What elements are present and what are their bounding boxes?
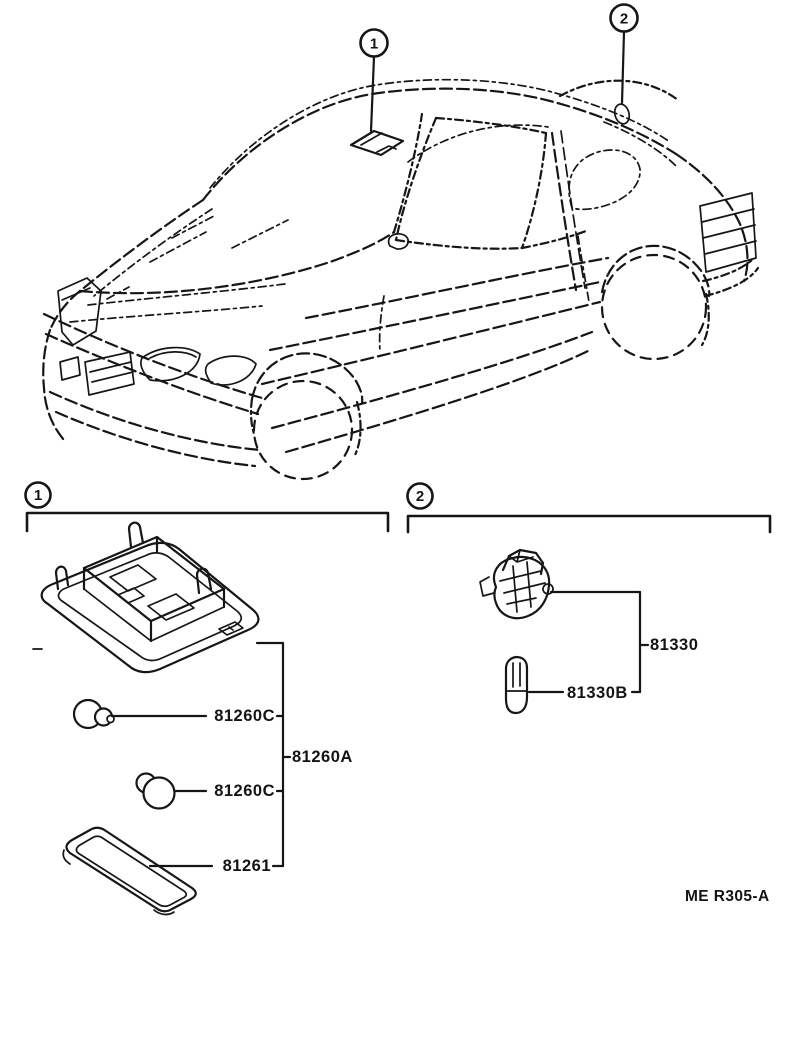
rear-wheel — [602, 246, 709, 359]
lens-drawing — [63, 828, 196, 915]
quarter-window — [569, 150, 640, 209]
section-2-number: 2 — [415, 488, 425, 505]
page-code: ME R305-A — [685, 888, 770, 905]
part-label-lens: 81261 — [222, 857, 271, 875]
callout-2-number: 2 — [619, 10, 629, 28]
lamp-assembly-drawing — [42, 523, 259, 672]
car-body-outline — [43, 80, 758, 466]
section-1-number: 1 — [33, 487, 43, 504]
part-label-assembly: 81260A — [292, 748, 353, 766]
section-2 — [408, 484, 771, 714]
callout-2-leader — [622, 32, 624, 103]
callout-1 — [361, 30, 388, 132]
part-label-wedge-bulb: 81330B — [567, 684, 628, 702]
part-label-socket: 81330 — [650, 636, 699, 654]
callout-2 — [611, 5, 638, 104]
section-1-bracket — [27, 513, 388, 531]
callout-1-leader — [371, 57, 374, 131]
bulb-socket-drawing — [480, 550, 553, 618]
section-1 — [26, 483, 389, 915]
map-lamp-location-icon — [351, 131, 403, 155]
corner-lamp-icon — [58, 278, 101, 345]
bulb-upper-icon — [74, 700, 114, 728]
part-label-bulb-upper: 81260C — [214, 707, 275, 725]
callout-1-number: 1 — [369, 35, 379, 53]
part-label-bulb-lower: 81260C — [214, 782, 275, 800]
section-2-bracket — [408, 516, 770, 532]
bulb-lower-icon — [137, 774, 175, 809]
grille — [60, 352, 134, 395]
car-illustration — [43, 80, 758, 479]
front-wheel — [251, 353, 362, 479]
wedge-bulb-drawing — [506, 657, 527, 713]
